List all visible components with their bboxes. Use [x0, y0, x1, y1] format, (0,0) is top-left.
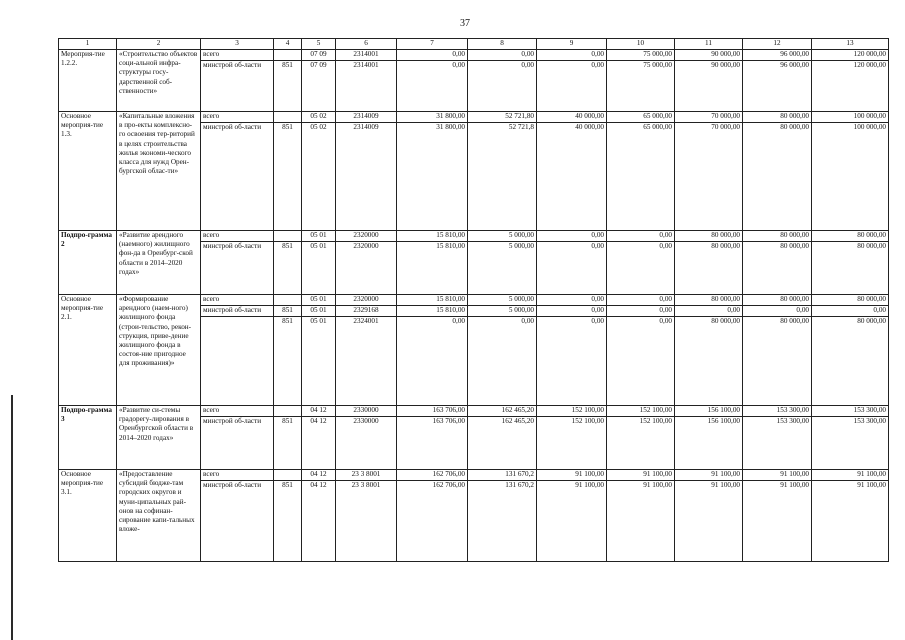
section-name: Основное мероприя-тие 2.1. [59, 295, 117, 406]
amount-cell: 152 100,00 [607, 406, 675, 417]
amount-cell: 90 000,00 [675, 61, 743, 112]
target-article-cell: 2314009 [336, 123, 397, 231]
amount-cell: 70 000,00 [675, 112, 743, 123]
amount-cell: 0,00 [537, 231, 607, 242]
header-cell: 9 [537, 39, 607, 50]
executor-cell: всего [201, 112, 274, 123]
scan-edge-bar [11, 395, 13, 640]
amount-cell: 80 000,00 [675, 242, 743, 295]
amount-cell: 0,00 [812, 306, 889, 317]
target-article-cell: 23 3 8001 [336, 481, 397, 562]
target-article-cell: 2320000 [336, 231, 397, 242]
grbs-code-cell [274, 406, 302, 417]
target-article-cell: 2320000 [336, 295, 397, 306]
header-cell: 7 [397, 39, 468, 50]
section-name: Подпро-грамма 3 [59, 406, 117, 470]
grbs-code-cell: 851 [274, 61, 302, 112]
amount-cell: 91 100,00 [607, 470, 675, 481]
header-row [59, 39, 889, 50]
amount-cell: 15 810,00 [397, 306, 468, 317]
grbs-code-cell [274, 50, 302, 61]
executor-cell: минстрой об-ласти [201, 123, 274, 231]
grbs-code-cell: 851 [274, 123, 302, 231]
amount-cell: 80 000,00 [743, 112, 812, 123]
page-number: 37 [460, 18, 470, 29]
executor-cell: всего [201, 406, 274, 417]
amount-cell: 0,00 [537, 50, 607, 61]
section-code-cell: 05 01 [302, 306, 336, 317]
grbs-code-cell: 851 [274, 317, 302, 406]
executor-cell: всего [201, 470, 274, 481]
target-article-cell: 2320000 [336, 242, 397, 295]
amount-cell: 80 000,00 [743, 123, 812, 231]
table-row [59, 295, 889, 306]
section-code-cell: 04 12 [302, 417, 336, 470]
table-row [59, 50, 889, 61]
section-code-cell: 05 01 [302, 242, 336, 295]
amount-cell: 40 000,00 [537, 123, 607, 231]
amount-cell: 91 100,00 [743, 481, 812, 562]
amount-cell: 0,00 [537, 317, 607, 406]
section-name: Мероприя-тие 1.2.2. [59, 50, 117, 112]
header-cell: 12 [743, 39, 812, 50]
amount-cell: 162 465,20 [468, 417, 537, 470]
amount-cell: 80 000,00 [743, 242, 812, 295]
executor-cell: минстрой об-ласти [201, 417, 274, 470]
amount-cell: 91 100,00 [675, 470, 743, 481]
amount-cell: 96 000,00 [743, 61, 812, 112]
amount-cell: 152 100,00 [607, 417, 675, 470]
grbs-code-cell [274, 112, 302, 123]
amount-cell: 153 300,00 [812, 417, 889, 470]
executor-cell: всего [201, 50, 274, 61]
target-article-cell: 2314001 [336, 61, 397, 112]
table-row [59, 112, 889, 123]
amount-cell: 0,00 [537, 295, 607, 306]
budget-table [58, 38, 889, 562]
section-description: «Капитальные вложения в про-екты комплексно-го освоения тер-риторий в целях строительства жилья экономи-ческого класса для нужд Орен-бургской облас-ти» [117, 112, 201, 231]
amount-cell: 96 000,00 [743, 50, 812, 61]
amount-cell: 5 000,00 [468, 231, 537, 242]
section-code-cell: 05 02 [302, 123, 336, 231]
header-cell: 8 [468, 39, 537, 50]
target-article-cell: 2329168 [336, 306, 397, 317]
executor-cell: всего [201, 295, 274, 306]
table-row [59, 406, 889, 417]
amount-cell: 91 100,00 [607, 481, 675, 562]
amount-cell: 162 465,20 [468, 406, 537, 417]
amount-cell: 0,00 [607, 295, 675, 306]
target-article-cell: 2330000 [336, 406, 397, 417]
amount-cell: 162 706,00 [397, 481, 468, 562]
amount-cell: 80 000,00 [812, 242, 889, 295]
amount-cell: 100 000,00 [812, 112, 889, 123]
executor-cell: минстрой об-ласти [201, 306, 274, 317]
section-code-cell: 04 12 [302, 406, 336, 417]
amount-cell: 0,00 [537, 306, 607, 317]
amount-cell: 91 100,00 [537, 470, 607, 481]
section-name: Подпро-грамма 2 [59, 231, 117, 295]
amount-cell: 80 000,00 [812, 231, 889, 242]
section-description: «Формирование арендного (наем-ного) жилищного фонда (строи-тельство, рекон-струкция, приве-дение жилищного фонда в состоя-ние пригодное для проживания)» [117, 295, 201, 406]
grbs-code-cell: 851 [274, 242, 302, 295]
header-cell: 3 [201, 39, 274, 50]
amount-cell: 75 000,00 [607, 50, 675, 61]
section-code-cell: 05 01 [302, 317, 336, 406]
amount-cell: 153 300,00 [812, 406, 889, 417]
section-code-cell: 04 12 [302, 470, 336, 481]
executor-cell: минстрой об-ласти [201, 242, 274, 295]
amount-cell: 91 100,00 [812, 470, 889, 481]
section-description: «Строительство объектов соци-альной инфра-структуры госу-дарственной соб-ственности» [117, 50, 201, 112]
amount-cell: 31 800,00 [397, 112, 468, 123]
amount-cell: 163 706,00 [397, 406, 468, 417]
header-cell: 10 [607, 39, 675, 50]
amount-cell: 15 810,00 [397, 242, 468, 295]
amount-cell: 0,00 [397, 317, 468, 406]
amount-cell: 163 706,00 [397, 417, 468, 470]
amount-cell: 162 706,00 [397, 470, 468, 481]
amount-cell: 91 100,00 [537, 481, 607, 562]
target-article-cell: 2330000 [336, 417, 397, 470]
section-code-cell: 07 09 [302, 61, 336, 112]
amount-cell: 156 100,00 [675, 417, 743, 470]
target-article-cell: 2314001 [336, 50, 397, 61]
amount-cell: 65 000,00 [607, 112, 675, 123]
header-cell: 11 [675, 39, 743, 50]
section-code-cell: 05 01 [302, 231, 336, 242]
grbs-code-cell: 851 [274, 417, 302, 470]
amount-cell: 0,00 [468, 317, 537, 406]
section-code-cell: 05 02 [302, 112, 336, 123]
amount-cell: 0,00 [607, 231, 675, 242]
section-description: «Развитие арендного (наемного) жилищного фон-да в Оренбург-ской области в 2014–2020 годах» [117, 231, 201, 295]
amount-cell: 65 000,00 [607, 123, 675, 231]
executor-cell: минстрой об-ласти [201, 61, 274, 112]
executor-cell: минстрой об-ласти [201, 481, 274, 562]
executor-cell [201, 317, 274, 406]
amount-cell: 152 100,00 [537, 406, 607, 417]
amount-cell: 52 721,80 [468, 112, 537, 123]
amount-cell: 15 810,00 [397, 295, 468, 306]
amount-cell: 80 000,00 [812, 295, 889, 306]
target-article-cell: 2314009 [336, 112, 397, 123]
amount-cell: 80 000,00 [675, 295, 743, 306]
section-description: «Предоставление субсидий бюдже-там городских округов и муни-ципальных рай-онов на софинан-сирование капи-тальных вложе- [117, 470, 201, 562]
amount-cell: 0,00 [537, 61, 607, 112]
amount-cell: 80 000,00 [743, 295, 812, 306]
amount-cell: 40 000,00 [537, 112, 607, 123]
target-article-cell: 2324001 [336, 317, 397, 406]
amount-cell: 91 100,00 [812, 481, 889, 562]
amount-cell: 5 000,00 [468, 306, 537, 317]
amount-cell: 131 670,2 [468, 481, 537, 562]
amount-cell: 0,00 [607, 242, 675, 295]
amount-cell: 5 000,00 [468, 295, 537, 306]
grbs-code-cell [274, 231, 302, 242]
amount-cell: 31 800,00 [397, 123, 468, 231]
amount-cell: 0,00 [607, 306, 675, 317]
section-code-cell: 05 01 [302, 295, 336, 306]
amount-cell: 80 000,00 [812, 317, 889, 406]
section-code-cell: 07 09 [302, 50, 336, 61]
amount-cell: 0,00 [607, 317, 675, 406]
amount-cell: 120 000,00 [812, 50, 889, 61]
amount-cell: 5 000,00 [468, 242, 537, 295]
amount-cell: 70 000,00 [675, 123, 743, 231]
amount-cell: 0,00 [397, 61, 468, 112]
section-name: Основное мероприя-тие 1.3. [59, 112, 117, 231]
header-cell: 4 [274, 39, 302, 50]
amount-cell: 80 000,00 [675, 317, 743, 406]
amount-cell: 91 100,00 [675, 481, 743, 562]
amount-cell: 90 000,00 [675, 50, 743, 61]
amount-cell: 0,00 [468, 61, 537, 112]
amount-cell: 153 300,00 [743, 406, 812, 417]
amount-cell: 75 000,00 [607, 61, 675, 112]
amount-cell: 131 670,2 [468, 470, 537, 481]
target-article-cell: 23 3 8001 [336, 470, 397, 481]
amount-cell: 0,00 [397, 50, 468, 61]
amount-cell: 100 000,00 [812, 123, 889, 231]
amount-cell: 120 000,00 [812, 61, 889, 112]
amount-cell: 80 000,00 [743, 231, 812, 242]
grbs-code-cell [274, 470, 302, 481]
amount-cell: 80 000,00 [675, 231, 743, 242]
section-description: «Развитие си-стемы градорегу-лирования в Оренбургской области в 2014–2020 годах» [117, 406, 201, 470]
table-row [59, 231, 889, 242]
grbs-code-cell [274, 295, 302, 306]
amount-cell: 153 300,00 [743, 417, 812, 470]
header-cell: 6 [336, 39, 397, 50]
amount-cell: 0,00 [468, 50, 537, 61]
amount-cell: 15 810,00 [397, 231, 468, 242]
executor-cell: всего [201, 231, 274, 242]
header-cell: 2 [117, 39, 201, 50]
amount-cell: 0,00 [743, 306, 812, 317]
amount-cell: 52 721,8 [468, 123, 537, 231]
grbs-code-cell: 851 [274, 481, 302, 562]
table-row [59, 470, 889, 481]
section-name: Основное мероприя-тие 3.1. [59, 470, 117, 562]
amount-cell: 91 100,00 [743, 470, 812, 481]
amount-cell: 156 100,00 [675, 406, 743, 417]
amount-cell: 0,00 [675, 306, 743, 317]
header-cell: 13 [812, 39, 889, 50]
amount-cell: 80 000,00 [743, 317, 812, 406]
grbs-code-cell: 851 [274, 306, 302, 317]
header-cell: 5 [302, 39, 336, 50]
section-code-cell: 04 12 [302, 481, 336, 562]
amount-cell: 152 100,00 [537, 417, 607, 470]
header-cell: 1 [59, 39, 117, 50]
amount-cell: 0,00 [537, 242, 607, 295]
